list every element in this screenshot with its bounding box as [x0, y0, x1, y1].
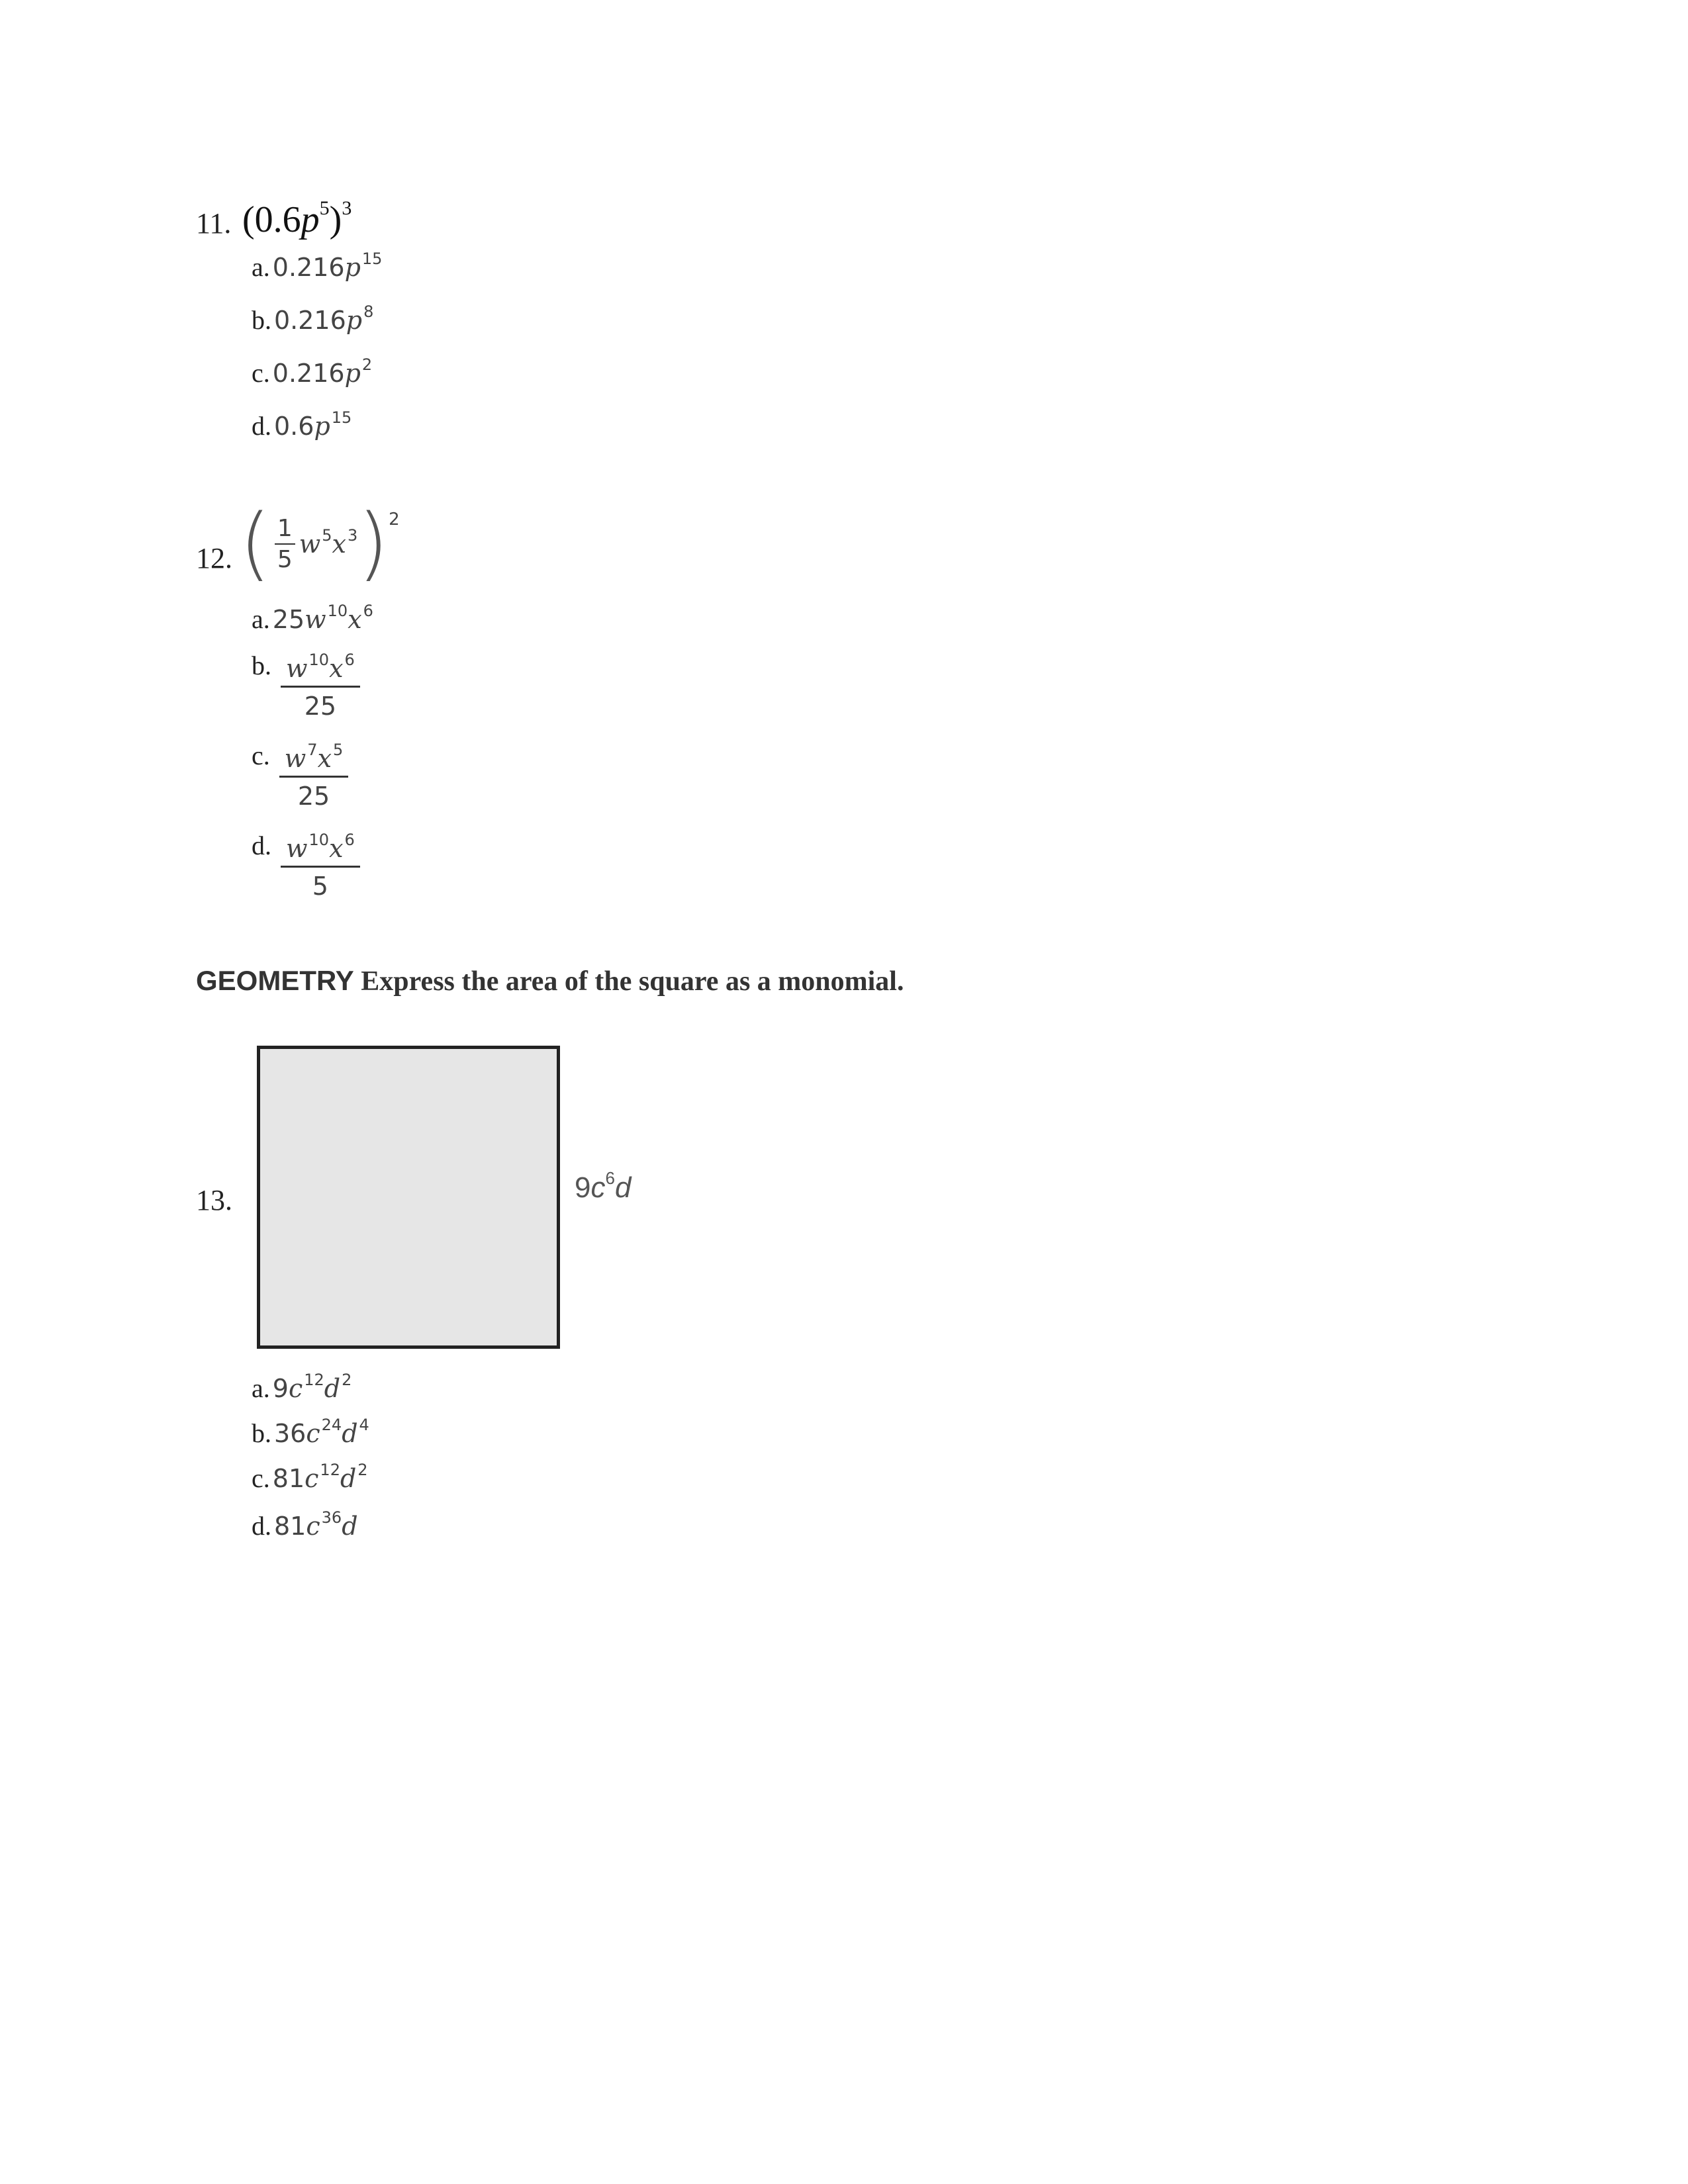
q11-choice-d[interactable]: d. $0.6p^{15}$ — [252, 408, 352, 441]
q12-fraction: $\frac{1}{5}$ — [275, 515, 295, 573]
q13-choice-b[interactable]: b. $36c^{24}d^4$ — [252, 1416, 369, 1448]
q12-answer-d: $\frac{w^{10}x^6}{5}$ — [281, 834, 360, 901]
q12-choice-b[interactable]: b. $\frac{w^{10}x^6}{25}$ — [252, 650, 360, 721]
q11-choice-b[interactable]: b. $0.216p^8$ — [252, 302, 374, 335]
left-paren-icon: ( — [240, 498, 271, 590]
q11-choice-a[interactable]: a. $0.216p^{15}$ — [252, 250, 383, 282]
q12-answer-b: $\frac{w^{10}x^6}{25}$ — [281, 654, 360, 721]
q11-answer-a: $0.216p^{15}$ — [272, 250, 383, 282]
square-side-label: $9c^6d$ — [575, 1168, 632, 1204]
q11-answer-b: $0.216p^8$ — [274, 302, 374, 335]
q11-answer-d: $0.6p^{15}$ — [274, 408, 352, 441]
right-paren-icon: ) — [357, 498, 389, 590]
q12-choice-d[interactable]: d. $\frac{w^{10}x^6}{5}$ — [252, 830, 360, 901]
q11-choice-c[interactable]: c. $0.216p^2$ — [252, 355, 373, 388]
q13-answer-b: $36c^{24}d^4$ — [274, 1416, 369, 1448]
q12-expression: ( $\frac{1}{5}$ $w^5x^3$ ) $^2$ — [240, 498, 400, 590]
q13-answer-d: $81c^{36}d$ — [274, 1508, 358, 1541]
q13-choice-d[interactable]: d. $81c^{36}d$ — [252, 1508, 358, 1541]
q12-number: 12. — [196, 542, 232, 574]
q13-choice-c[interactable]: c. $81c^{12}d^2$ — [252, 1461, 368, 1493]
section-keyword: GEOMETRY — [196, 965, 354, 996]
q11-answer-c: $0.216p^2$ — [272, 355, 373, 388]
q13-answer-c: $81c^{12}d^2$ — [272, 1461, 368, 1493]
q11-expression: $(0.6p^5)^3$ — [242, 197, 352, 240]
section-instruction: Express the area of the square as a monomial. — [353, 966, 904, 997]
q12-choice-a[interactable]: a. $25w^{10}x^6$ — [252, 602, 373, 634]
q13-choice-a[interactable]: a. $9c^{12}d^2$ — [252, 1371, 352, 1403]
q13-number: 13. — [196, 1184, 232, 1216]
q13-answer-a: $9c^{12}d^2$ — [272, 1371, 352, 1403]
q12-choice-c[interactable]: c. $\frac{w^7x^5}{25}$ — [252, 740, 348, 811]
section-heading — [196, 965, 904, 997]
q11-number: 11. — [196, 207, 232, 240]
q12-answer-c: $\frac{w^7x^5}{25}$ — [279, 744, 349, 811]
square-figure — [257, 1046, 560, 1349]
q12-answer-a: $25w^{10}x^6$ — [272, 602, 373, 634]
